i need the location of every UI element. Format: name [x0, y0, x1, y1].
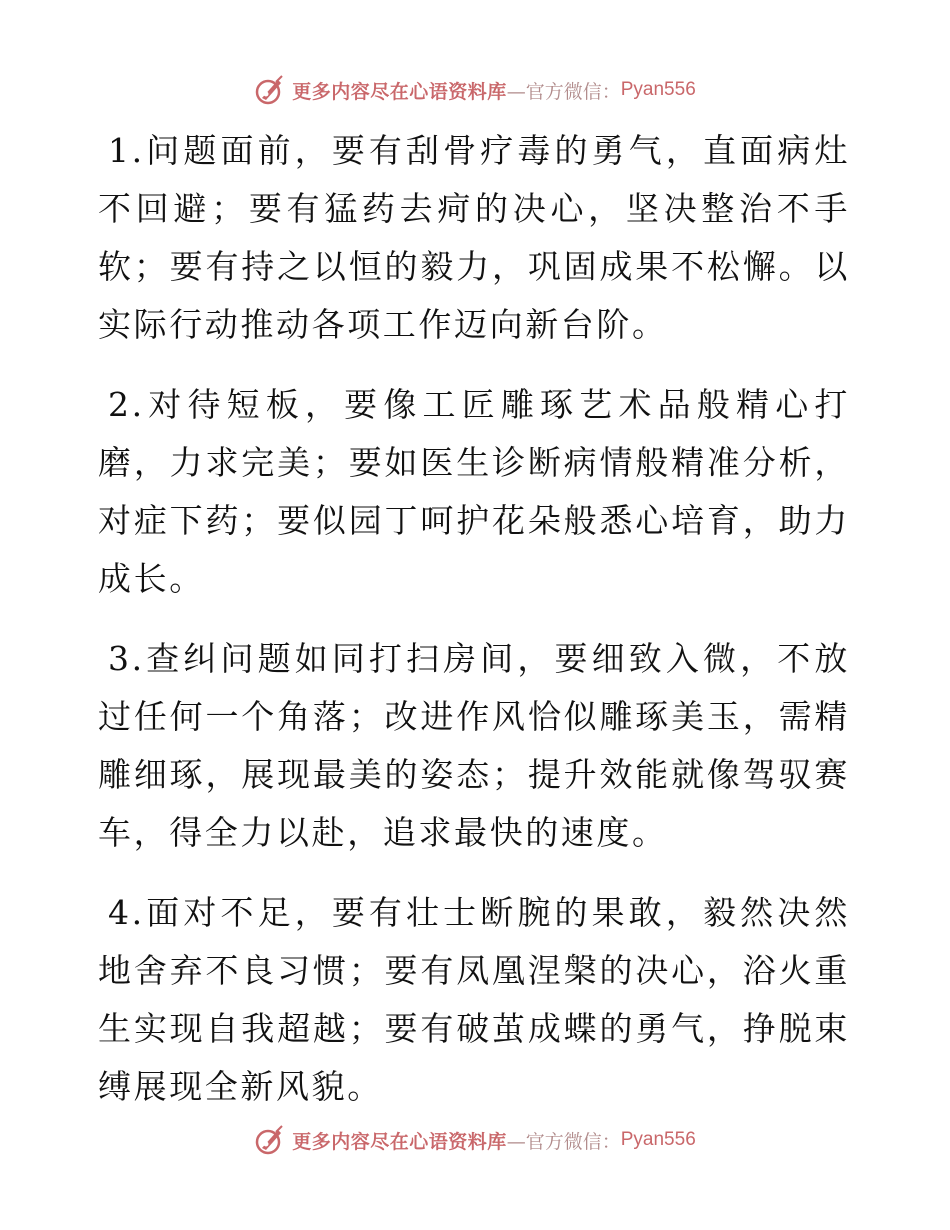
- quill-logo-icon: [254, 1124, 286, 1156]
- quill-logo-icon: [254, 74, 286, 106]
- footer-watermark-text: 更多内容尽在心语资料库: [292, 1130, 507, 1153]
- footer-watermark: [0, 1120, 950, 1160]
- paragraph-1: 1.问题面前，要有刮骨疗毒的勇气，直面病灶不回避；要有猛药去疴的决心，坚决整治不手软；要有持之以恒的毅力，巩固成果不松懈。以实际行动推动各项工作迈向新台阶。: [98, 131, 850, 344]
- footer-watermark-id: Pyan556: [620, 1129, 696, 1150]
- paragraph-2: 2.对待短板，要像工匠雕琢艺术品般精心打磨，力求完美；要如医生诊断病情般精准分析，对症下药；要似园丁呵护花朵般悉心培育，助力成长。: [98, 385, 850, 598]
- header-watermark-id: Pyan556: [620, 79, 696, 100]
- header-watermark-text: 更多内容尽在心语资料库: [292, 80, 507, 103]
- header-watermark-dash: —官方微信：: [506, 80, 621, 103]
- paragraph-4: 4.面对不足，要有壮士断腕的果敢，毅然决然地舍弃不良习惯；要有凤凰涅槃的决心，浴火重生实现自我超越；要有破茧成蝶的勇气，挣脱束缚展现全新风貌。: [98, 893, 850, 1106]
- paragraph-3: 3.查纠问题如同打扫房间，要细致入微，不放过任何一个角落；改进作风恰似雕琢美玉，需精雕细琢，展现最美的姿态；提升效能就像驾驭赛车，得全力以赴，追求最快的速度。: [98, 639, 850, 852]
- document-body: [98, 122, 850, 1138]
- header-watermark: [0, 70, 950, 110]
- footer-watermark-dash: —官方微信：: [506, 1130, 621, 1153]
